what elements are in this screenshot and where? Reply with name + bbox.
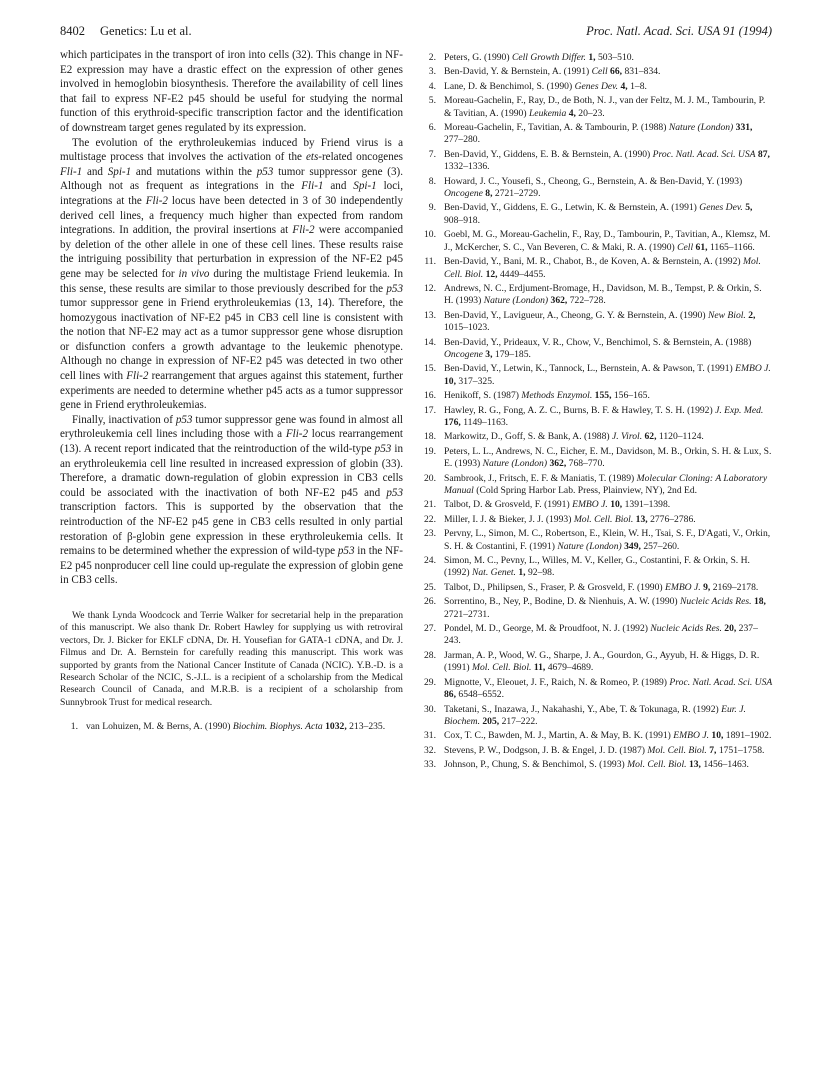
reference-item	[418, 337, 773, 362]
text-run: tumor suppressor gene in Friend erythroleukemias (13, 14). Therefore, the homozygous inactivation of NF-E2 p45 in CB3 cell line is consistent with the notion that NF-E2 may act as a tumor suppressor gene whose disruption or disfunction confers a growth advantage to the leukemic phenotype. Although no change in expression of NF-E2 p45 was detected in two other cell lines with	[60, 297, 403, 383]
reference-number: 9.	[428, 202, 436, 214]
reference-pages: 4679–4689.	[547, 662, 594, 674]
reference-journal: Nature (London)	[483, 295, 549, 307]
reference-authors: Lane, D. & Benchimol, S. (1990)	[444, 80, 573, 92]
reference-authors: Andrews, N. C., Erdjument-Bromage, H., Davidson, M. B., Tempst, P. & Orkin, S. H. (1993)	[444, 282, 762, 307]
italic-term: p53	[175, 413, 193, 426]
reference-volume: 362,	[549, 458, 567, 470]
reference-item	[418, 704, 773, 729]
reference-item	[418, 759, 773, 771]
reference-number: 1.	[70, 721, 78, 733]
reference-item	[418, 677, 773, 702]
reference-journal: Nucleic Acids Res.	[650, 623, 722, 635]
reference-journal: Mol. Cell. Biol.	[573, 513, 634, 525]
reference-pages: 217–222.	[501, 715, 538, 727]
reference-volume: 62,	[644, 431, 657, 443]
text-run: and	[323, 180, 354, 193]
reference-number: 2.	[428, 52, 436, 63]
reference-number: 4.	[428, 80, 436, 92]
right-column	[418, 52, 773, 774]
reference-item	[418, 431, 773, 443]
reference-item	[418, 66, 773, 78]
reference-pages: 277–280.	[444, 134, 480, 146]
reference-journal: Cell Growth Differ.	[511, 52, 586, 63]
italic-term: p53	[256, 165, 274, 178]
reference-item	[418, 745, 773, 757]
reference-item	[418, 122, 773, 147]
reference-pages: 1456–1463.	[703, 759, 749, 771]
reference-pages: 257–260.	[643, 540, 680, 552]
reference-number: 14.	[424, 336, 436, 348]
text-run: in the NF-E2 p45 nonproducer cell line could up-regulate the expression of globin gene in CB3 cells.	[60, 545, 403, 587]
reference-number: 23.	[424, 528, 436, 540]
reference-pages: 1751–1758.	[718, 744, 765, 756]
reference-item	[418, 650, 773, 675]
reference-item	[418, 555, 773, 580]
reference-authors: Markowitz, D., Goff, S. & Bank, A. (1988)	[444, 431, 610, 443]
reference-pages: 237–243.	[444, 623, 758, 647]
reference-number: 16.	[424, 390, 436, 402]
reference-pages: 317–325.	[458, 375, 495, 387]
reference-authors: Ben-David, Y., Giddens, E. B. & Bernstein, A. (1990)	[444, 148, 651, 160]
reference-journal: Nucleic Acids Res.	[680, 596, 752, 608]
reference-authors: Ben-David, Y. & Bernstein, A. (1991)	[444, 66, 590, 78]
reference-pages: 92–98.	[527, 567, 555, 579]
reference-journal: Biochim. Biophys. Acta	[232, 721, 323, 733]
italic-term: ets	[305, 151, 319, 164]
text-run: and mutations within the	[131, 165, 257, 178]
text-run: and	[82, 165, 108, 178]
reference-volume: 362,	[550, 295, 568, 307]
reference-pages: 4449–4455.	[499, 268, 546, 280]
acknowledgment: We thank Lynda Woodcock and Terrie Walker for secretarial help in the preparation of this manuscript. We also thank Dr. Robert Hawley for supplying us with retroviral vectors, Dr. J. Bicker for EKLF cDNA, Dr. H. Yousefian for GATA-1 cDNA, and Dr. J. Filmus and Dr. A. Bernstein for carefully reading this manuscript. This work was supported by grants from the National Cancer Institute of Canada (NCIC). Y.B.-D. is a Research Scholar of the NCIC, S.-J.L. is a recipient of a scholarship from the Medical Research Council of Canada, and M.R.B. is a recipient of a scholarship from Sunnybrook Trust for medical research.	[60, 609, 403, 708]
reference-item	[418, 283, 773, 308]
reference-volume: 87,	[757, 148, 770, 160]
reference-authors: Taketani, S., Inazawa, J., Nakahashi, Y., Abe, T. & Tokunaga, R. (1992)	[444, 703, 719, 715]
text-run: transcription factors. This is supported by the observation that the reintroduction of the NF-E2 p45 gene in CB3 cells resulted in only partial restoration of β-globin gene expression in these erythroleukemia cells. It remains to be determined whether the expression of wild-type	[60, 501, 403, 558]
reference-authors: Peters, G. (1990)	[444, 52, 510, 63]
reference-number: 5.	[428, 95, 436, 107]
reference-pages: 503–510.	[597, 52, 634, 63]
reference-journal: Nature (London)	[668, 122, 734, 134]
reference-item	[418, 95, 773, 120]
reference-pages: 768–770.	[568, 458, 605, 470]
reference-pages: 1120–1124.	[658, 431, 704, 443]
text-run: tumor suppressor gene was found in almost all erythroleukemia cell lines including those with a	[60, 413, 404, 441]
reference-item	[418, 528, 773, 553]
reference-authors: Henikoff, S. (1987)	[444, 390, 519, 402]
reference-number: 17.	[424, 404, 436, 416]
text-run: -related oncogenes	[318, 151, 403, 164]
reference-number: 28.	[424, 649, 436, 661]
reference-pages: 1332–1336.	[444, 161, 490, 173]
reference-journal: Nature (London)	[557, 540, 622, 552]
reference-journal: Oncogene	[444, 188, 483, 200]
reference-journal: EMBO J.	[673, 730, 709, 742]
reference-number: 21.	[424, 499, 436, 511]
italic-term: Fli-2	[145, 194, 168, 207]
reference-pages: 831–834.	[624, 66, 661, 78]
reference-number: 15.	[424, 363, 436, 375]
italic-term: Spi-1	[353, 180, 377, 193]
reference-volume: 349,	[624, 540, 641, 552]
reference-journal: Genes Dev.	[699, 202, 743, 214]
reference-journal: Leukemia	[528, 107, 567, 119]
reference-volume: 18,	[753, 596, 766, 608]
reference-journal: Mol. Cell. Biol.	[647, 744, 707, 756]
reference-pages: 722–728.	[569, 295, 606, 307]
reference-pages: 1149–1163.	[463, 416, 509, 428]
reference-authors: Goebl, M. G., Moreau-Gachelin, F., Ray, D., Tambourin, P., Tavitian, A., Klemsz, M. J., McKercher, S. C., Van Beveren, C. & Maki, R. A. (1990)	[444, 229, 771, 253]
reference-number: 31.	[424, 730, 436, 742]
reference-item	[418, 390, 773, 402]
reference-pages: 1165–1166.	[709, 241, 755, 253]
reference-authors: Ben-David, Y., Bani, M. R., Chabot, B., de Koven, A. & Bernstein, A. (1992)	[444, 256, 741, 268]
reference-journal: Mol. Cell. Biol.	[627, 759, 687, 771]
reference-journal: New Biol.	[707, 309, 746, 321]
reference-number: 13.	[424, 309, 436, 321]
reference-number: 11.	[424, 256, 436, 268]
reference-journal: J. Exp. Med.	[715, 404, 764, 416]
reference-number: 6.	[428, 122, 436, 134]
reference-list-right	[418, 52, 773, 772]
reference-item	[418, 446, 773, 471]
text-run: loci, integrations at the	[60, 180, 403, 207]
reference-volume: 331,	[735, 122, 753, 134]
reference-authors: Ben-David, Y., Lavigueur, A., Cheong, G. Y. & Bernstein, A. (1990)	[444, 309, 706, 321]
reference-number: 3.	[428, 66, 436, 78]
italic-term: in vivo	[178, 267, 210, 280]
reference-pages: 908–918.	[444, 214, 480, 226]
reference-item	[418, 256, 773, 281]
italic-term: Fli-2	[126, 370, 149, 383]
reference-journal: Nature (London)	[482, 458, 548, 470]
reference-journal: Cell	[677, 241, 694, 253]
page-number: 8402	[60, 24, 85, 38]
reference-item	[418, 81, 773, 93]
reference-authors: Moreau-Gachelin, F., Tavitian, A. & Tambourin, P. (1988)	[444, 122, 667, 134]
body-paragraph-1: which participates in the transport of iron into cells (32). This change in NF-E2 expression may have a drastic effect on the expression of other genes involved in hemoglobin biosynthesis. Therefore the availability of cell lines that fail to express NF-E2 p45 should be useful for studying the normal function of this erythroid-specific transcription factor and the identification of downstream target genes regulated by its expression.	[60, 49, 403, 134]
reference-journal: EMBO J.	[664, 581, 701, 593]
reference-journal: Methods Enzymol.	[521, 390, 593, 402]
reference-item	[418, 514, 773, 526]
reference-pages: 1891–1902.	[725, 730, 772, 742]
italic-term: p53	[374, 443, 392, 456]
reference-authors: Ben-David, Y., Letwin, K., Tannock, L., Bernstein, A. & Pawson, T. (1991)	[444, 363, 733, 375]
reference-number: 24.	[424, 555, 436, 567]
reference-item	[418, 363, 773, 388]
reference-item	[418, 405, 773, 430]
reference-volume: 20,	[724, 623, 737, 635]
reference-number: 29.	[424, 676, 436, 688]
reference-number: 27.	[424, 623, 436, 635]
reference-authors: Pervny, L., Simon, M. C., Robertson, E., Klein, W. H., Tsai, S. F., D'Agati, V., Orkin, S. H. & Costantini, F. (1991)	[444, 528, 771, 552]
reference-volume: 12,	[485, 268, 498, 280]
reference-volume: 11,	[533, 662, 546, 674]
text-run: locus rearrangement (13). A recent report indicated that the reintroduction of the wild-type	[60, 428, 403, 456]
reference-item	[418, 229, 773, 254]
running-title: Genetics: Lu et al.	[100, 24, 192, 38]
italic-term: p53	[386, 486, 403, 499]
body-paragraph-2	[60, 136, 403, 413]
reference-authors: Talbot, D. & Grosveld, F. (1991)	[444, 499, 570, 511]
reference-pages: 2721–2731.	[444, 608, 490, 620]
reference-journal: EMBO J.	[735, 363, 771, 375]
reference-authors: Talbot, D., Philipsen, S., Fraser, P. & Grosveld, F. (1990)	[444, 581, 663, 593]
text-run: locus have been detected in 3 of 30 independently derived cell lines, a frequency much higher than expected from random integrations. In addition, the proviral insertions at	[60, 194, 403, 237]
italic-term: p53	[337, 545, 355, 558]
reference-journal: Genes Dev.	[574, 80, 619, 92]
reference-number: 22.	[424, 513, 436, 525]
reference-pages: 2721–2729.	[494, 188, 541, 200]
reference-pages: 1–8.	[630, 80, 647, 92]
reference-authors: Ben-David, Y., Prideaux, V. R., Chow, V., Benchimol, S. & Bernstein, A. (1988)	[444, 336, 752, 348]
italic-term: Fli-1	[60, 165, 83, 178]
reference-authors: Howard, J. C., Yousefi, S., Cheong, G., Bernstein, A. & Ben-David, Y. (1993)	[444, 175, 743, 187]
reference-authors: Ben-David, Y., Giddens, E. G., Letwin, K. & Bernstein, A. (1991)	[444, 202, 697, 214]
reference-authors: Stevens, P. W., Dodgson, J. B. & Engel, J. D. (1987)	[444, 744, 645, 756]
reference-volume: 4,	[568, 107, 576, 119]
text-run: were accompanied by deletion of the other allele in one of these cell lines. These results raise the intriguing possibility that perturbation in expression of the NF-E2 p45 gene may be selected for	[60, 224, 403, 280]
italic-term: Fli-1	[301, 180, 324, 193]
reference-volume: 61,	[695, 241, 708, 253]
reference-pages: (Cold Spring Harbor Lab. Press, Plainview, NY), 2nd Ed.	[476, 485, 698, 496]
body-paragraph-3	[60, 413, 403, 588]
reference-list-left	[60, 721, 403, 733]
text-run: The evolution of the erythroleukemias induced by Friend virus is a multistage process that involves the activation of the	[60, 136, 403, 164]
reference-volume: 4,	[620, 80, 628, 92]
italic-term: Spi-1	[107, 165, 132, 178]
reference-volume: 3,	[485, 348, 493, 360]
reference-volume: 86,	[444, 689, 456, 701]
reference-journal: Mol. Cell. Biol.	[471, 662, 532, 674]
reference-pages: 1391–1398.	[624, 499, 671, 511]
reference-authors: van Lohuizen, M. & Berns, A. (1990)	[86, 721, 231, 733]
reference-volume: 155,	[594, 390, 612, 402]
reference-journal: Mol. Cell. Biol.	[444, 256, 761, 280]
reference-journal: Proc. Natl. Acad. Sci. USA	[669, 676, 773, 688]
reference-volume: 66,	[610, 66, 623, 78]
reference-item	[60, 721, 403, 733]
reference-volume: 7,	[709, 744, 717, 756]
reference-volume: 2,	[748, 309, 756, 321]
reference-authors: Miller, I. J. & Bieker, J. J. (1993)	[444, 513, 572, 525]
reference-item	[418, 499, 773, 511]
reference-pages: 1015–1023.	[444, 322, 490, 334]
text-run: during the multistage Friend leukemia. In this sense, these results are similar to those previously described for the	[60, 267, 403, 295]
reference-journal: Cell	[591, 66, 608, 78]
reference-number: 12.	[424, 282, 436, 294]
text-run: rearrangement that argues against this statement, further experiments are needed to determine whether p45 acts as a tumor suppressor gene in Friend erythroleukemias.	[60, 370, 403, 412]
reference-pages: 6548–6552.	[458, 689, 504, 701]
reference-pages: 2169–2178.	[712, 581, 759, 593]
text-run: in an erythroleukemia cell line resulted in increased expression of globin (33). Therefore, a dramatic down-regulation of globin expression in CB3 cells could be associated with the inactivation of both NF-E2 p45 and	[60, 443, 404, 499]
reference-authors: Simon, M. C., Pevny, L., Willes, M. V., Keller, G., Costantini, F. & Orkin, S. H. (1992)	[444, 555, 750, 579]
page-header	[60, 24, 772, 44]
reference-journal: EMBO J.	[572, 499, 608, 511]
reference-volume: 1,	[518, 567, 526, 579]
reference-volume: 10,	[610, 499, 623, 511]
reference-item	[418, 623, 773, 648]
reference-item	[418, 596, 773, 621]
journal-citation: Proc. Natl. Acad. Sci. USA 91 (1994)	[586, 24, 772, 38]
reference-journal: J. Virol.	[611, 431, 643, 443]
reference-volume: 10,	[444, 375, 456, 387]
reference-number: 19.	[424, 445, 436, 457]
reference-item	[418, 52, 773, 64]
reference-authors: Sambrook, J., Fritsch, E. F. & Maniatis, T. (1989)	[444, 472, 635, 484]
reference-pages: 179–185.	[494, 348, 531, 360]
reference-authors: Sorrentino, B., Ney, P., Bodine, D. & Nienhuis, A. W. (1990)	[444, 596, 678, 608]
reference-item	[418, 582, 773, 594]
reference-journal: Molecular Cloning: A Laboratory Manual	[444, 472, 768, 496]
reference-authors: Jarman, A. P., Wood, W. G., Sharpe, J. A., Gourdon, G., Ayyub, H. & Higgs, D. R. (1991)	[444, 649, 760, 674]
reference-volume: 10,	[711, 730, 724, 742]
reference-pages: 213–235.	[349, 721, 386, 733]
reference-number: 30.	[424, 703, 436, 715]
reference-item	[418, 730, 773, 742]
reference-authors: Johnson, P., Chung, S. & Benchimol, S. (1993)	[444, 759, 625, 771]
reference-volume: 13,	[688, 759, 701, 771]
reference-volume: 1032,	[325, 721, 347, 733]
reference-number: 32.	[424, 744, 436, 756]
reference-number: 7.	[428, 148, 436, 160]
reference-authors: Moreau-Gachelin, F., Ray, D., de Both, N. J., van der Feltz, M. J. M., Tambourin, P. & Tavitian, A. (1990)	[444, 95, 766, 119]
left-column	[60, 48, 403, 736]
reference-item	[418, 149, 773, 174]
reference-number: 20.	[424, 472, 436, 484]
reference-journal: Proc. Natl. Acad. Sci. USA	[652, 148, 756, 160]
reference-item	[418, 202, 773, 227]
reference-authors: Cox, T. C., Bawden, M. J., Martin, A. & May, B. K. (1991)	[444, 730, 671, 742]
reference-volume: 13,	[635, 513, 648, 525]
reference-volume: 205,	[482, 715, 500, 727]
reference-number: 18.	[424, 431, 436, 443]
reference-authors: Mignotte, V., Eleouet, J. F., Raich, N. & Romeo, P. (1989)	[444, 676, 667, 688]
reference-authors: Hawley, R. G., Fong, A. Z. C., Burns, B. F. & Hawley, T. S. H. (1992)	[444, 404, 713, 416]
reference-item	[418, 176, 773, 201]
reference-pages: 20–23.	[578, 107, 605, 119]
reference-item	[418, 473, 773, 498]
italic-term: Fli-2	[285, 428, 309, 441]
reference-volume: 176,	[444, 416, 461, 428]
reference-volume: 9,	[703, 581, 711, 593]
reference-number: 10.	[424, 229, 436, 241]
reference-pages: 2776–2786.	[650, 513, 696, 525]
reference-journal: Nat. Genet.	[471, 567, 516, 579]
italic-term: Fli-2	[292, 224, 315, 237]
text-run: Finally, inactivation of	[72, 413, 176, 426]
reference-journal: Eur. J. Biochem.	[444, 703, 746, 727]
reference-authors: Pondel, M. D., George, M. & Proudfoot, N. J. (1992)	[444, 623, 648, 635]
reference-authors: Peters, L. L., Andrews, N. C., Eicher, E. M., Davidson, M. B., Orkin, S. H. & Lux, S. E. (1993)	[444, 445, 772, 470]
text-run: tumor suppressor gene (3). Although not as frequent as integrations in the	[60, 165, 403, 193]
reference-number: 25.	[424, 581, 436, 593]
reference-pages: 156–165.	[613, 390, 650, 402]
italic-term: p53	[386, 282, 403, 295]
reference-volume: 1,	[588, 52, 596, 63]
reference-item	[418, 310, 773, 335]
reference-volume: 5,	[745, 202, 753, 214]
reference-number: 8.	[428, 175, 436, 187]
reference-number: 26.	[424, 596, 436, 608]
reference-volume: 8,	[485, 188, 493, 200]
reference-number: 33.	[424, 759, 436, 771]
reference-journal: Oncogene	[444, 348, 483, 360]
